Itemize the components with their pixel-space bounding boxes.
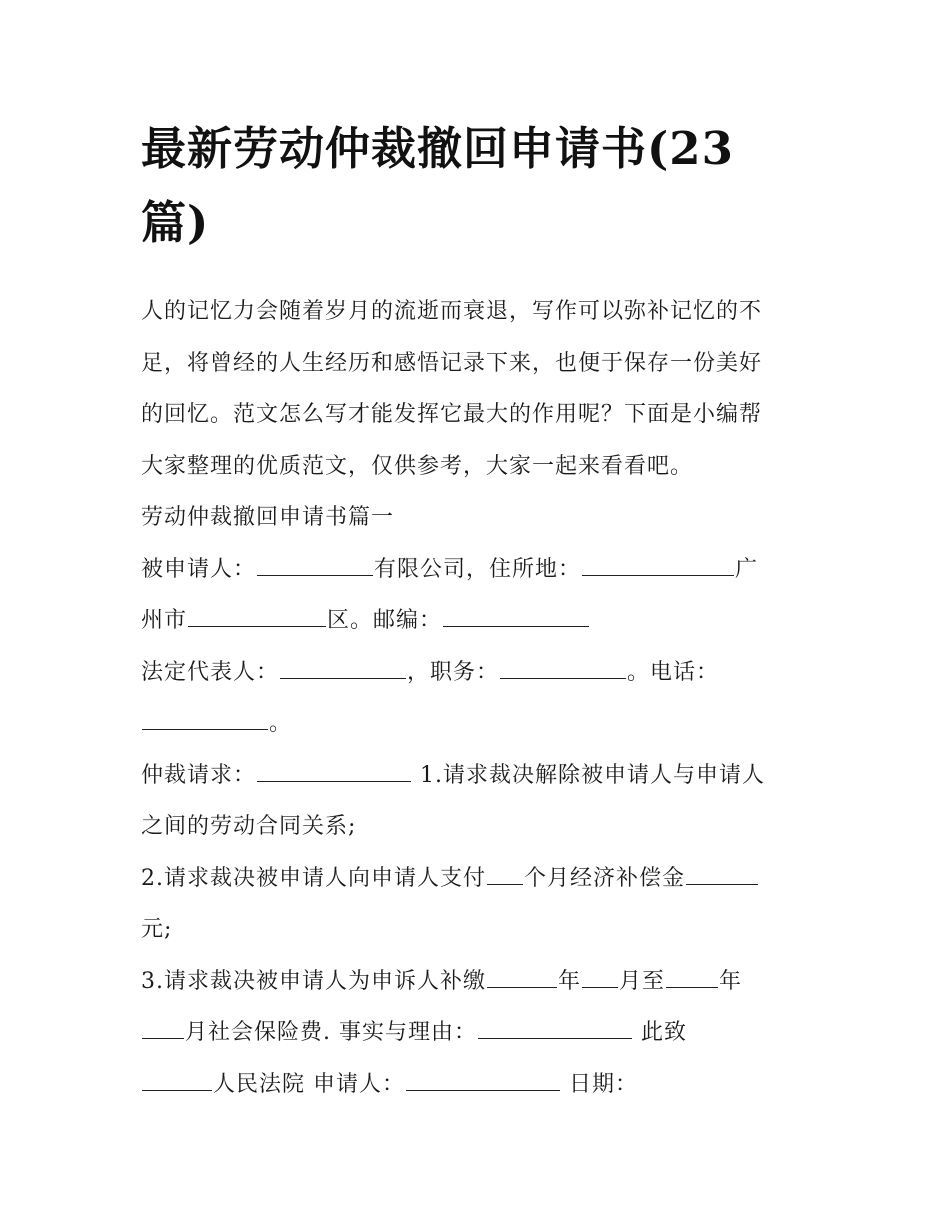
amount-blank[interactable] bbox=[686, 862, 758, 885]
district-postcode-text: 区。邮编： bbox=[327, 608, 443, 633]
claim-2-text: 2.请求裁决被申请人向申请人支付 bbox=[141, 865, 486, 891]
date-label: 日期： bbox=[569, 1071, 639, 1097]
month-to-text: 月至 bbox=[619, 968, 666, 994]
claim-3-text: 3.请求裁决被申请人为申诉人补缴 bbox=[141, 968, 486, 994]
title-line-2: 篇) bbox=[141, 196, 210, 249]
address-blank[interactable] bbox=[582, 553, 734, 576]
facts-blank[interactable] bbox=[478, 1016, 632, 1039]
year-text: 年 bbox=[558, 968, 582, 994]
social-insurance-text: 月社会保险费. 事实与理由： bbox=[185, 1020, 477, 1045]
claim-3-line bbox=[141, 956, 813, 1008]
intro-line: 人的记忆力会随着岁月的流逝而衰退，写作可以弥补记忆的不 bbox=[141, 299, 763, 324]
position-blank[interactable] bbox=[500, 656, 626, 679]
phone-blank[interactable] bbox=[142, 707, 268, 730]
court-blank[interactable] bbox=[142, 1068, 212, 1091]
claim-1-cont-line: 之间的劳动合同关系; bbox=[141, 814, 357, 839]
address-line bbox=[141, 595, 813, 647]
to-text: 此致 bbox=[641, 1020, 688, 1045]
start-month-blank[interactable] bbox=[582, 965, 618, 988]
intro-line: 大家整理的优质范文，仅供参考，大家一起来看看吧。 bbox=[141, 453, 694, 479]
legal-rep-label: 法定代表人： bbox=[141, 659, 280, 685]
document-page bbox=[141, 112, 813, 1110]
end-month-blank[interactable] bbox=[142, 1016, 184, 1039]
city-prefix: 广 bbox=[735, 556, 759, 582]
intro-paragraph bbox=[141, 286, 813, 1110]
claim-blank[interactable] bbox=[257, 759, 411, 782]
months-blank[interactable] bbox=[487, 862, 523, 885]
section-heading: 劳动仲裁撤回申请书篇一 bbox=[141, 505, 395, 530]
phone-line bbox=[141, 698, 813, 750]
intro-line: 的回忆。范文怎么写才能发挥它最大的作用呢？下面是小编帮 bbox=[141, 402, 763, 427]
document-title bbox=[141, 112, 813, 260]
title-line-1: 最新劳动仲裁撤回申请书(23 bbox=[141, 122, 734, 175]
company-name-blank[interactable] bbox=[257, 553, 373, 576]
claim-label: 仲裁请求： bbox=[141, 762, 257, 788]
claim-2-line bbox=[141, 853, 813, 905]
legal-rep-line bbox=[141, 647, 813, 699]
postcode-blank[interactable] bbox=[443, 604, 589, 627]
claim-1-text: 1.请求裁决解除被申请人与申请人 bbox=[420, 762, 766, 788]
applicant-blank[interactable] bbox=[406, 1068, 560, 1091]
district-blank[interactable] bbox=[188, 604, 326, 627]
respondent-label: 被申请人： bbox=[141, 556, 257, 582]
city-text: 州市 bbox=[141, 608, 188, 633]
start-year-blank[interactable] bbox=[487, 965, 557, 988]
respondent-line bbox=[141, 544, 813, 596]
phone-label: 。电话： bbox=[627, 659, 720, 685]
claim-line bbox=[141, 750, 813, 802]
claim-2-cont-line: 元; bbox=[141, 917, 173, 942]
court-text: 人民法院 申请人： bbox=[213, 1071, 405, 1097]
claim-2-mid-text: 个月经济补偿金 bbox=[524, 865, 686, 891]
period-text: 。 bbox=[269, 711, 293, 736]
intro-line: 足，将曾经的人生经历和感悟记录下来，也便于保存一份美好 bbox=[141, 350, 763, 376]
respondent-company-text: 有限公司，住所地： bbox=[374, 556, 582, 582]
end-year-blank[interactable] bbox=[666, 965, 718, 988]
signature-line bbox=[141, 1059, 813, 1111]
position-label: ，职务： bbox=[407, 659, 500, 685]
legal-rep-blank[interactable] bbox=[280, 656, 406, 679]
year2-text: 年 bbox=[719, 968, 743, 994]
social-insurance-line bbox=[141, 1007, 813, 1059]
